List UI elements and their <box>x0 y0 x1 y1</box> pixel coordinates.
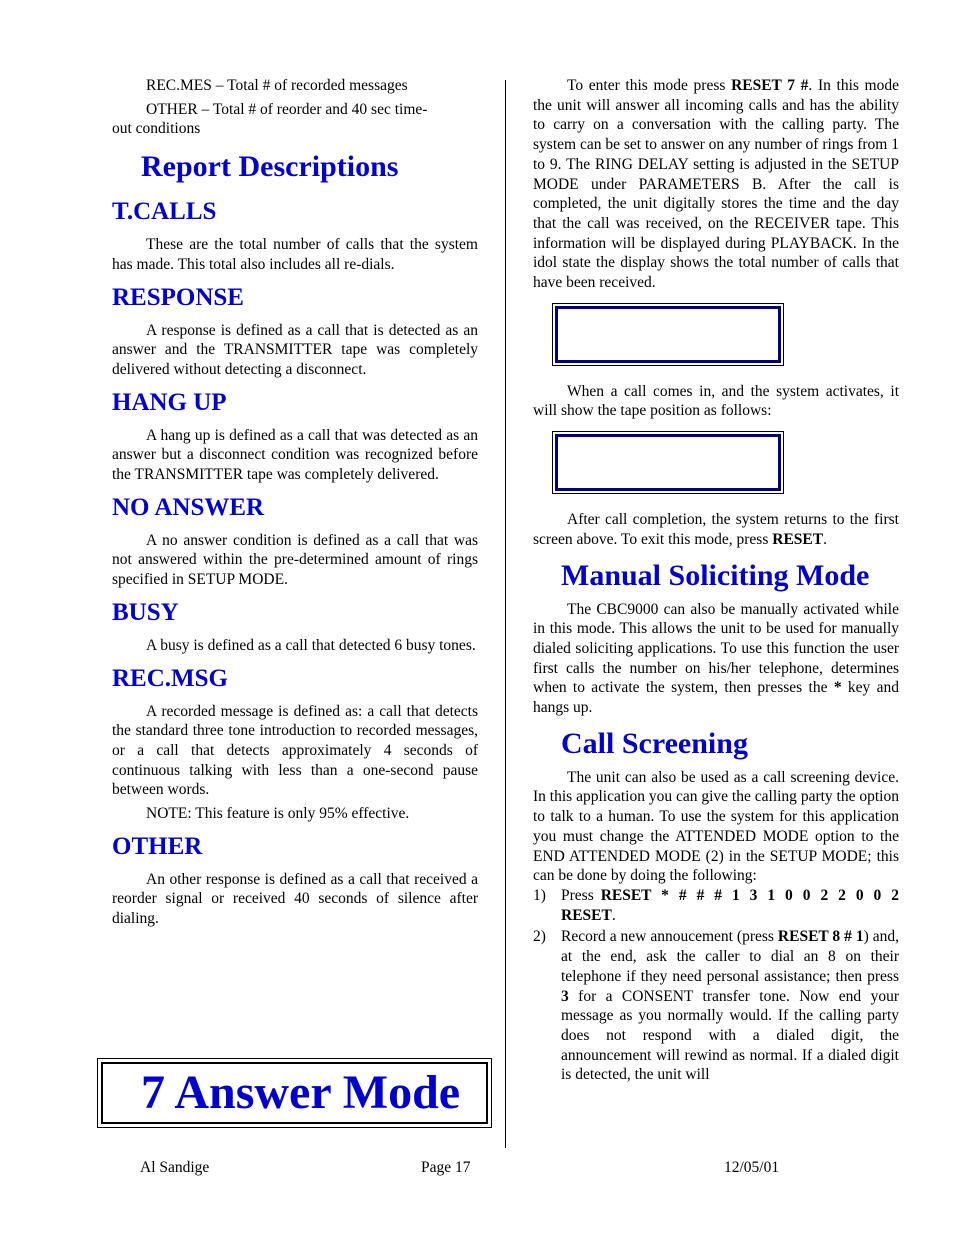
no-answer-heading: NO ANSWER <box>112 493 265 521</box>
manual-soliciting-heading: Manual Soliciting Mode <box>561 558 870 592</box>
chapter-title-box <box>97 1058 492 1128</box>
response-text: A response is defined as a call that is detected as an answer and the TRANSMITTER tape was completely delivered without detecting a disconnect. <box>112 321 478 378</box>
no-answer-text: A no answer condition is defined as a call that was not answered within the pre-determined amount of rings specified in SETUP MODE. <box>112 531 478 589</box>
report-descriptions-heading: Report Descriptions <box>141 150 399 184</box>
other-line: OTHER – Total # of reorder and 40 sec time- out conditions <box>112 100 428 138</box>
chapter-title: 7 Answer Mode <box>141 1066 461 1119</box>
answer-mode-intro: To enter this mode press RESET 7 #. In this mode the unit will answer all incoming calls and has the ability to carry on a conversation with the calling party. The system can be set to answer on any number of rings from 1 to 9. The RING DELAY setting is adjusted in the SETUP MODE under PARAMETERS B. After the call is completed, the unit digitally stores the time and the day that the call was received, on the RECEIVER tape. This information will be displayed during PLAYBACK. In the idol state the display shows the total number of calls that have been received. <box>533 77 899 292</box>
busy-text: A busy is defined as a call that detected 6 busy tones. <box>146 636 476 654</box>
other-text: An other response is defined as a call that received a reorder signal or received 40 seconds of silence after dialing. <box>112 870 478 928</box>
lcd-display-idle <box>552 303 784 366</box>
rec-msg-text: A recorded message is defined as: a call that detects the standard three tone introduction to recorded messages, or a call that detects approximately 4 seconds of continuous talking with less than a one-second pause between words. <box>112 702 478 799</box>
rec-msg-heading: REC.MSG <box>112 664 228 692</box>
manual-soliciting-text: The CBC9000 can also be manually activated while in this mode. This allows the unit to be used for manually dialed soliciting applications. To use this function the user first calls the number on his/her telephone, determines when to activate the system, then presses the * key and hangs up. <box>533 600 900 717</box>
after-call-text: After call completion, the system returns to the first screen above. To exit this mode, press RESET. <box>533 511 899 548</box>
setup-steps-list <box>533 886 899 1085</box>
lcd-display-tape-position <box>552 431 784 494</box>
tcalls-heading: T.CALLS <box>112 198 217 226</box>
key-sequence: RESET 7 # <box>731 77 809 94</box>
footer-page-number: Page 17 <box>421 1159 471 1176</box>
footer-author: Al Sandige <box>140 1159 210 1176</box>
response-heading: RESPONSE <box>112 283 244 311</box>
footer-date: 12/05/01 <box>724 1159 780 1176</box>
rec-msg-note: NOTE: This feature is only 95% effective. <box>146 805 410 823</box>
hang-up-heading: HANG UP <box>112 388 227 416</box>
busy-heading: BUSY <box>112 598 179 626</box>
right-column <box>533 76 899 1085</box>
hang-up-text: A hang up is defined as a call that was detected as an answer but a disconnect condition was recognized before the TRANSMITTER tape was completely delivered. <box>112 426 478 484</box>
call-screening-heading: Call Screening <box>561 726 748 760</box>
other-heading: OTHER <box>112 832 203 860</box>
when-call-text: When a call comes in, and the system activates, it will show the tape position as follows: <box>533 382 899 420</box>
column-divider <box>505 80 506 1148</box>
left-column <box>112 76 478 929</box>
call-screening-text: The unit can also be used as a call screening device. In this application you can give the calling party the option to talk to a human. To use the system for this application you must change the ATTENDED MODE option to the END ATTENDED MODE (2) in the SETUP MODE; this can be done by doing the following: <box>533 768 899 885</box>
tcalls-text: These are the total number of calls that the system has made. This total also includes all re-dials. <box>112 236 478 273</box>
list-item: 1) Press RESET * # # # 1 3 1 0 0 2 2 0 0 2 RESET. <box>533 886 899 924</box>
list-item: 2) Record a new annoucement (press RESET 8 # 1) and, at the end, ask the caller to dial an 8 on their telephone if they need personal assistance; then press 3 for a CONSENT transfer tone. Now end your message as you normally would. If the calling party does not respond with a dialed digit, the announcement will rewind as normal. If a dialed digit is detected, the unit will <box>533 928 899 1084</box>
rec-mes-line: REC.MES – Total # of recorded messages <box>146 77 408 94</box>
